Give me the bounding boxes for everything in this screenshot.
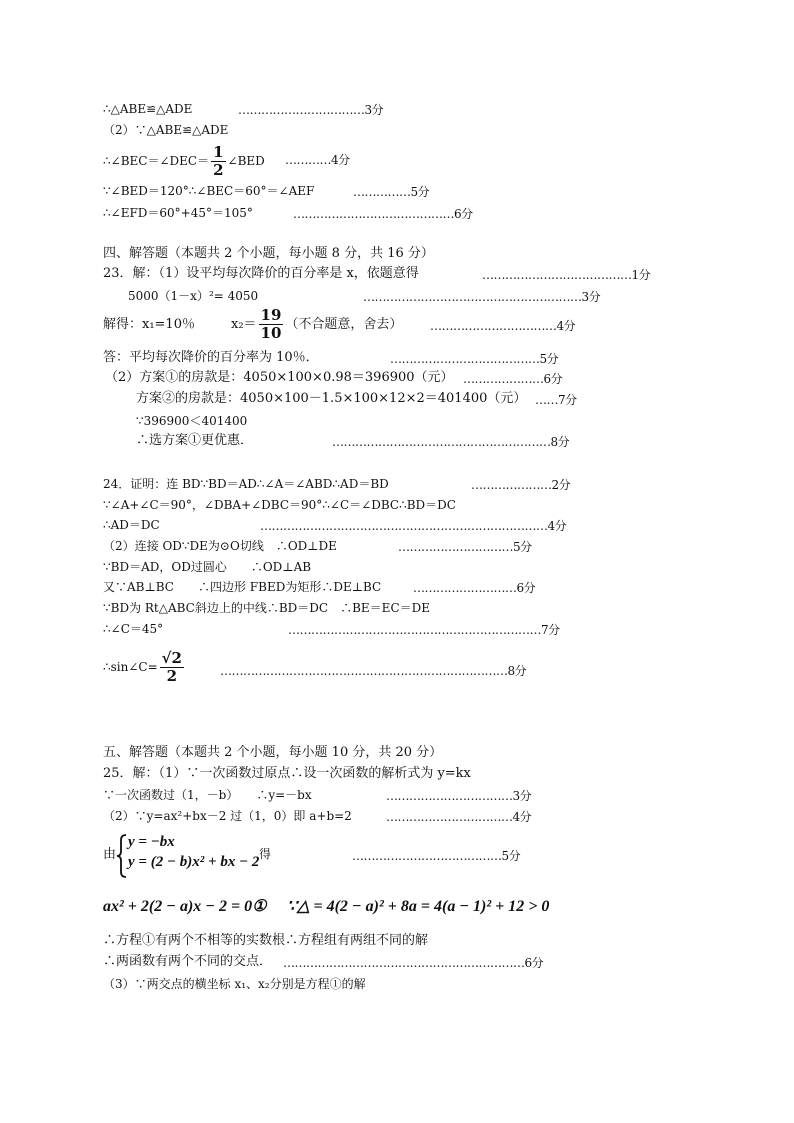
q23-line-5-score: …………………6分 [463,372,563,386]
q25-line-3: （2）∵y=ax²+bx－2 过（1，0）即 a+b=2 [103,809,352,823]
q25-line-2-score: ……………………………3分 [386,789,532,803]
q24-line-3: ∴AD＝DC [103,518,160,532]
q23-line-8: ∴选方案①更优惠． [136,433,254,448]
system-equation-1: y = −bx [128,834,175,850]
q23-line-1: 23．解：（1）设平均每次降价的百分率是 x，依题意得 [103,266,419,281]
q25-line-4-pre: 由 [103,847,117,862]
fraction-19-10: $\frac{19}{10}$ [260,306,282,342]
q23-line-7: ∵396900＜401400 [136,414,248,428]
q22-line-5-score: ……………………………………6分 [293,207,473,221]
q25-line-7: ∴两函数有两个不同的交点． [103,954,273,969]
q24-line-7: ∵BD为 Rt△ABC斜边上的中线∴BD＝DC ∴BE＝EC＝DE [103,601,431,615]
q23-line-3: 解得：x₁=10％ x₂＝ $\frac{19}{10}$ （不合题意，舍去） [103,306,403,342]
left-brace-icon [116,834,128,878]
q24-line-4: （2）连接 OD∵DE为⊙O切线 ∴OD⊥DE [103,539,337,553]
system-equation-2: y = (2 − b)x² + bx − 2 [128,854,260,870]
q24-line-1-score: …………………2分 [471,478,571,492]
q25-line-6: ∴方程①有两个不相等的实数根∴方程组有两组不同的解 [103,933,429,948]
q24-line-9-score: …………………………………………………………………8分 [220,664,527,678]
q22-line-4: ∵∠BED＝120°∴∠BEC＝60°＝∠AEF [103,184,315,198]
q25-line-8: （3）∵两交点的横坐标 x₁、x₂分别是方程①的解 [103,977,366,991]
q22-line-4-score: ……………5分 [353,185,430,199]
q23-line-8-score: …………………………………………………8分 [332,435,570,449]
q24-line-1: 24．证明：连 BD∵BD＝AD∴∠A＝∠ABD∴AD＝BD [103,477,389,491]
fraction-sqrt2-over-2: $\frac{√2}{2}$ [161,649,182,685]
q25-line-4-post: 得 [259,847,272,861]
q22-line-1: ∴△ABE≌△ADE [103,102,193,116]
q24-line-2: ∵∠A+∠C＝90°，∠DBA+∠DBC＝90°∴∠C＝∠DBC∴BD＝DC [103,498,456,512]
q24-line-8: ∴∠C＝45° [103,622,164,636]
q23-line-6: 方案②的房款是：4050×100－1.5×100×12×2＝401400（元） [136,391,527,406]
q25-line-4-score: …………………………………5分 [352,849,521,863]
q23-line-3-score: ……………………………4分 [430,319,576,333]
q24-line-6: 又∵AB⊥BC ∴四边形 FBED为矩形∴DE⊥BC [103,580,382,594]
fraction-half: $\frac{1}{2}$ [213,143,224,179]
q25-line-1: 25．解：（1）∵一次函数过原点∴设一次函数的解析式为 y=kx [103,766,471,781]
q23-line-4-score: …………………………………5分 [390,352,559,366]
q22-line-3: ∴∠BEC＝∠DEC＝ $\frac{1}{2}$ ∠BED [103,143,265,179]
q24-line-4-score: …………………………5分 [398,540,532,554]
q22-line-3-score: …………4分 [285,153,350,167]
q25-discriminant: ∵△ = 4(2 − a)² + 8a = 4(a − 1)² + 12 > 0 [287,898,550,915]
q25-line-7-score: ………………………………………………………6分 [283,956,544,970]
q25-line-3-score: ……………………………4分 [386,810,532,824]
q22-line-2: （2）∵△ABE≌△ADE [103,123,229,137]
q23-line-4: 答：平均每次降价的百分率为 10％． [103,350,319,365]
q22-line-5: ∴∠EFD＝60°+45°＝105° [103,206,253,220]
q23-line-5: （2）方案①的房款是：4050×100×0.98＝396900（元） [105,370,454,385]
section-4-heading: 四、解答题（本题共 2 个小题，每小题 8 分，共 16 分） [103,246,434,261]
q23-line-2-score: …………………………………………………3分 [363,290,601,304]
q23-line-1-score: …………………………………1分 [482,268,651,282]
section-5-heading: 五、解答题（本题共 2 个小题，每小题 10 分，共 20 分） [103,745,443,760]
q24-line-8-score: …………………………………………………………7分 [288,623,560,637]
q23-line-6-score: ……7分 [535,393,577,407]
q24-line-9: ∴sin∠C= $\frac{√2}{2}$ [103,649,182,685]
q24-line-6-score: ………………………6分 [413,581,536,595]
q25-line-2: ∵一次函数过（1，－b） ∴y=－bx [103,788,312,802]
quadratic-equation: ax² + 2(2 − a)x − 2 = 0① [103,898,267,915]
q25-line-5 [103,899,266,915]
q24-line-5: ∵BD＝AD，OD过圆心 ∴OD⊥AB [103,560,312,574]
q22-line-1-score: ……………………………3分 [238,103,384,117]
q24-line-3-score: …………………………………………………………………4分 [260,519,567,533]
q23-line-2: 5000（1－x）²= 4050 [128,289,259,303]
